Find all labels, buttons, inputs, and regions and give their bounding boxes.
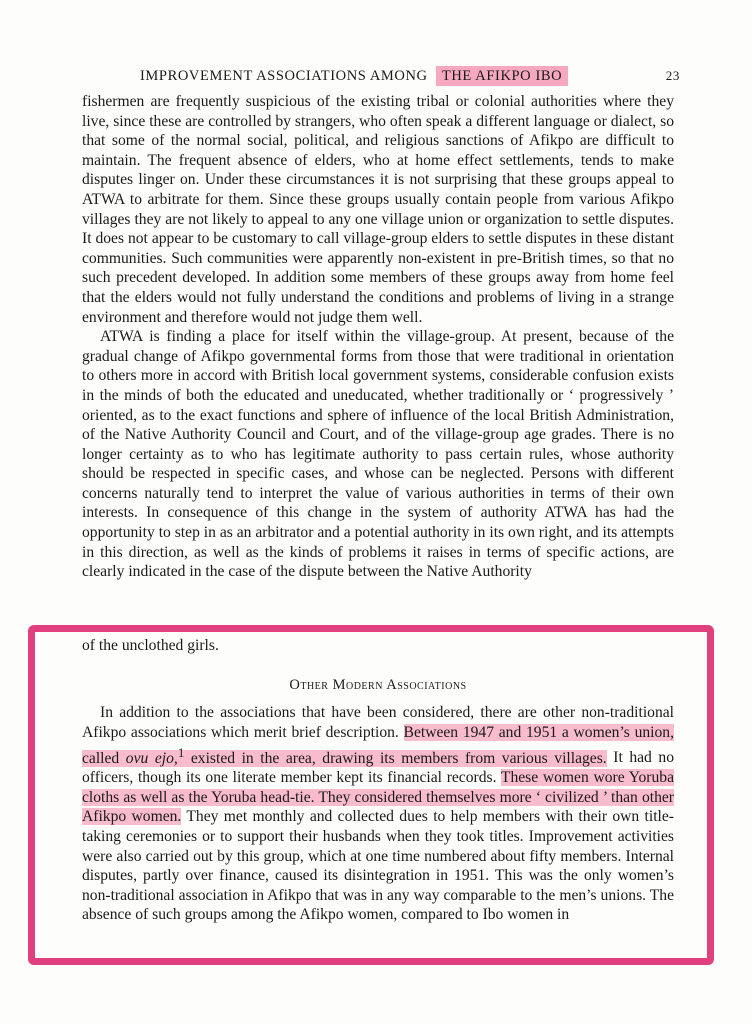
boxed-section [82,636,674,925]
page-number: 23 [665,68,680,83]
header-title-highlight: THE AFIKPO IBO [436,66,568,86]
highlighted-text-2: These women wore Yoruba cloths as well as the Yoruba head-tie. They considered themselves more ‘ civilized ’ than other Afikpo women. [82,769,674,826]
running-header [140,66,680,90]
text-segment: They met monthly and collected dues to help members with their own title-taking ceremonies or to support their husbands when they took titles. Improvement activities were also carried out by this group, which at one time numbered about fifty members. Internal disputes, partly over finance, caused its disintegration in 1951. This was the only women’s non-traditional association in Afikpo that was in any way comparable to the men’s unions. The absence of such groups among the Afikpo women, compared to Ibo women in [82,808,674,924]
header-title-text: IMPROVEMENT ASSOCIATIONS AMONG [140,68,428,84]
italic-term: ovu ejo, [125,749,178,767]
highlighted-text: Between 1947 and 1951 a women’s union, called ovu ejo,$^1$ existed in the area, drawing its members from various villages. [82,723,674,767]
header-title [140,68,568,85]
continuation-line: of the unclothed girls. [82,637,219,654]
body-text [82,92,674,582]
section-paragraph [82,703,674,925]
section-heading: Other Modern Associations [289,676,467,693]
paragraph-1: fishermen are frequently suspicious of the existing tribal or colonial authorities where they live, since these are controlled by strangers, who often speak a different language or dialect, so that some of the normal social, political, and religious sanctions of Afikpo are difficult to maintain. The frequent absence of elders, who at home effect settlements, tends to make disputes linger on. Under these circumstances it is not surprising that these groups appeal to ATWA to arbitrate for them. Since these groups usually contain people from various Afikpo villages they are not likely to appeal to any one village union or organization to settle disputes. It does not appear to be customary to call village-group elders to settle disputes in these distant communities. Such communities were apparently non-existent in pre-British times, so that no such precedent developed. In addition some members of these groups away from home feel that the elders would not fully understand the conditions and problems of living in a strange environment and therefore would not judge them well. [82,93,674,326]
text-segment: In addition to the associations that have been considered, there are other non-traditional Afikpo associations which merit brief description. [82,704,674,741]
paragraph-2: ATWA is finding a place for itself within the village-group. At present, because of the gradual change of Afikpo governmental forms from those that were traditional in orientation to others more in accord with British local government systems, considerable confusion exists in the minds of both the educated and uneducated, whether traditionally or ‘ progressively ’ oriented, as to the exact functions and sphere of influence of the local British Administration, of the Native Authority Council and Court, and of the village-group age grades. There is no longer certainty as to who has legitimate authority to pass certain rules, whose authority should be respected in specific cases, and whose can be neglected. Persons with different concerns naturally tend to interpret the value of various authorities in terms of their own interests. In consequence of this change in the system of authority ATWA has had the opportunity to step in as an arbitrator and a potential authority in its own right, and its attempts in this direction, as well as the kinds of problems it raises in terms of specific actions, are clearly indicated in the case of the dispute between the Native Authority [82,328,674,581]
text-segment: It had no officers, though its one literate member kept its financial records. [82,749,674,787]
footnote-marker: 1 [177,744,185,760]
